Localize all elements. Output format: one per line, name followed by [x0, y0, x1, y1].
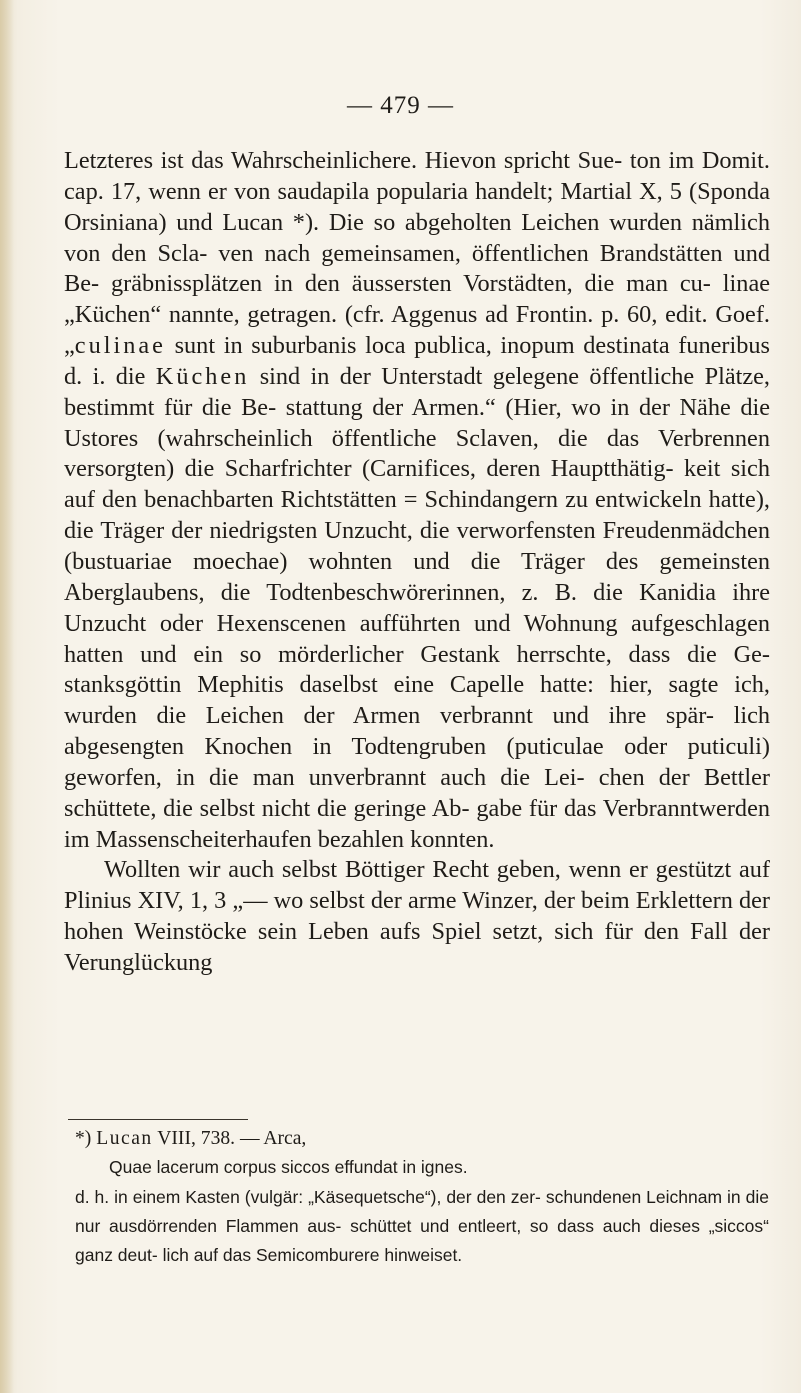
footnote-line: d. h. in einem Kasten (vulgär: „Käsequetsche“), der den zer- — [75, 1186, 541, 1207]
emphasized-term: Küchen — [155, 362, 250, 390]
footnote-divider — [68, 1119, 248, 1120]
paragraph-2 — [64, 855, 770, 978]
text-line: chen der Bettler schüttete, die selbst nicht die geringe Ab- — [64, 763, 771, 822]
text-line: Die so abgeholten Leichen wurden nämlich von den Scla- — [64, 208, 770, 267]
text-line: zu entwickeln hatte), die Träger der niedrigsten Unzucht, — [64, 486, 771, 545]
text-line: keit sich auf den benachbarten Richtstätten = Schindangern — [64, 455, 770, 514]
text-line: Letzteres ist das Wahrscheinlichere. Hievon spricht Sue- — [64, 147, 623, 174]
text-line: versorgten) die Scharfrichter (Carnifices, deren Hauptthätig- — [64, 455, 674, 483]
text-line: und ein so mörderlicher Gestank herrschte, dass die Ge- — [140, 640, 770, 668]
text-line: Winzer, der beim Erklettern der hohen Weinstöcke sein — [64, 887, 770, 946]
footnote — [75, 1124, 769, 1270]
text-line: stanksgöttin Mephitis daselbst eine Capelle hatte: hier, sagte — [64, 671, 719, 699]
main-text — [64, 146, 770, 979]
footnote-reference-line — [75, 1124, 769, 1153]
text-line: ich, wurden die Leichen der Armen verbrannt und ihre spär- — [64, 671, 770, 730]
text-line: (wahrscheinlich öffentliche Sclaven, die das Verbrennen — [157, 424, 770, 452]
text-line: sunt in suburbanis loca publica, — [165, 332, 492, 360]
text-line: gräbnissplätzen in den äussersten Vorstädten, die man cu- — [111, 270, 711, 298]
text-line: gabe für das Verbranntwerden im Massenscheiterhaufen — [64, 794, 771, 853]
footnote-explanation — [75, 1183, 769, 1271]
text-line: ton im Domit. cap. 17, wenn er von saudapila popularia — [64, 147, 770, 205]
page-binding-shadow — [0, 0, 14, 1393]
text-line: inopum destinata funeribus d. i. die — [64, 332, 771, 390]
footnote-line: schundenen Leichnam in die nur ausdörrenden Flammen aus- — [75, 1186, 769, 1236]
text-line: sind in der — [249, 362, 371, 390]
text-line: ven nach gemeinsamen, öffentlichen Brandstätten und Be- — [64, 239, 770, 298]
text-line: Unterstadt gelegene öffentliche Plätze, bestimmt für die Be- — [64, 362, 771, 421]
paragraph-1 — [64, 146, 770, 855]
text-line: Wollten wir auch selbst Böttiger Recht geben, wenn — [104, 856, 622, 884]
text-line: Todtenbeschwörerinnen, z. B. die Kanidia ihre Unzucht oder — [64, 578, 770, 637]
text-line: p. 60, edit. Goef. „ — [64, 301, 770, 360]
text-line: Leben aufs Spiel setzt, sich für den Fall der Verunglückung — [64, 918, 771, 976]
text-line: handelt; Martial X, 5 (Sponda Orsiniana) und Lucan *). — [64, 177, 770, 236]
emphasized-term: culinae — [74, 332, 166, 360]
text-line: die verworfensten Freudenmädchen (bustuariae moechae) — [64, 517, 770, 575]
text-line: er gestützt auf Plinius XIV, 1, 3 „— wo selbst der arme — [64, 856, 770, 915]
footnote-verse: Quae lacerum corpus siccos effundat in ignes. — [109, 1157, 468, 1178]
text-line: wohnten und die Träger des gemeinsten Aberglaubens, die — [64, 547, 771, 606]
footnote-author: Lucan — [96, 1128, 153, 1149]
text-line: Hexenscenen aufführten und Wohnung aufgeschlagen hatten — [64, 609, 771, 668]
footnote-marker: *) — [75, 1128, 97, 1149]
footnote-citation: VIII, 738. — Arca, — [152, 1128, 307, 1149]
footnote-line: schüttet und entleert, so dass auch dieses „siccos“ ganz deut- — [75, 1215, 769, 1266]
text-line: puticuli) geworfen, in die man unverbrannt auch die Lei- — [64, 733, 770, 791]
text-line: bezahlen konnten. — [317, 825, 495, 853]
text-line: stattung der Armen.“ (Hier, wo in der Nähe die Ustores — [64, 393, 771, 452]
text-line: lich abgesengten Knochen in Todtengruben (puticulae oder — [64, 702, 771, 761]
page-number: — 479 — — [347, 92, 454, 119]
footnote-line: lich auf das Semicomburere hinweiset. — [162, 1245, 463, 1266]
text-line: linae „Küchen“ nannte, getragen. (cfr. Aggenus ad Frontin. — [64, 270, 771, 329]
